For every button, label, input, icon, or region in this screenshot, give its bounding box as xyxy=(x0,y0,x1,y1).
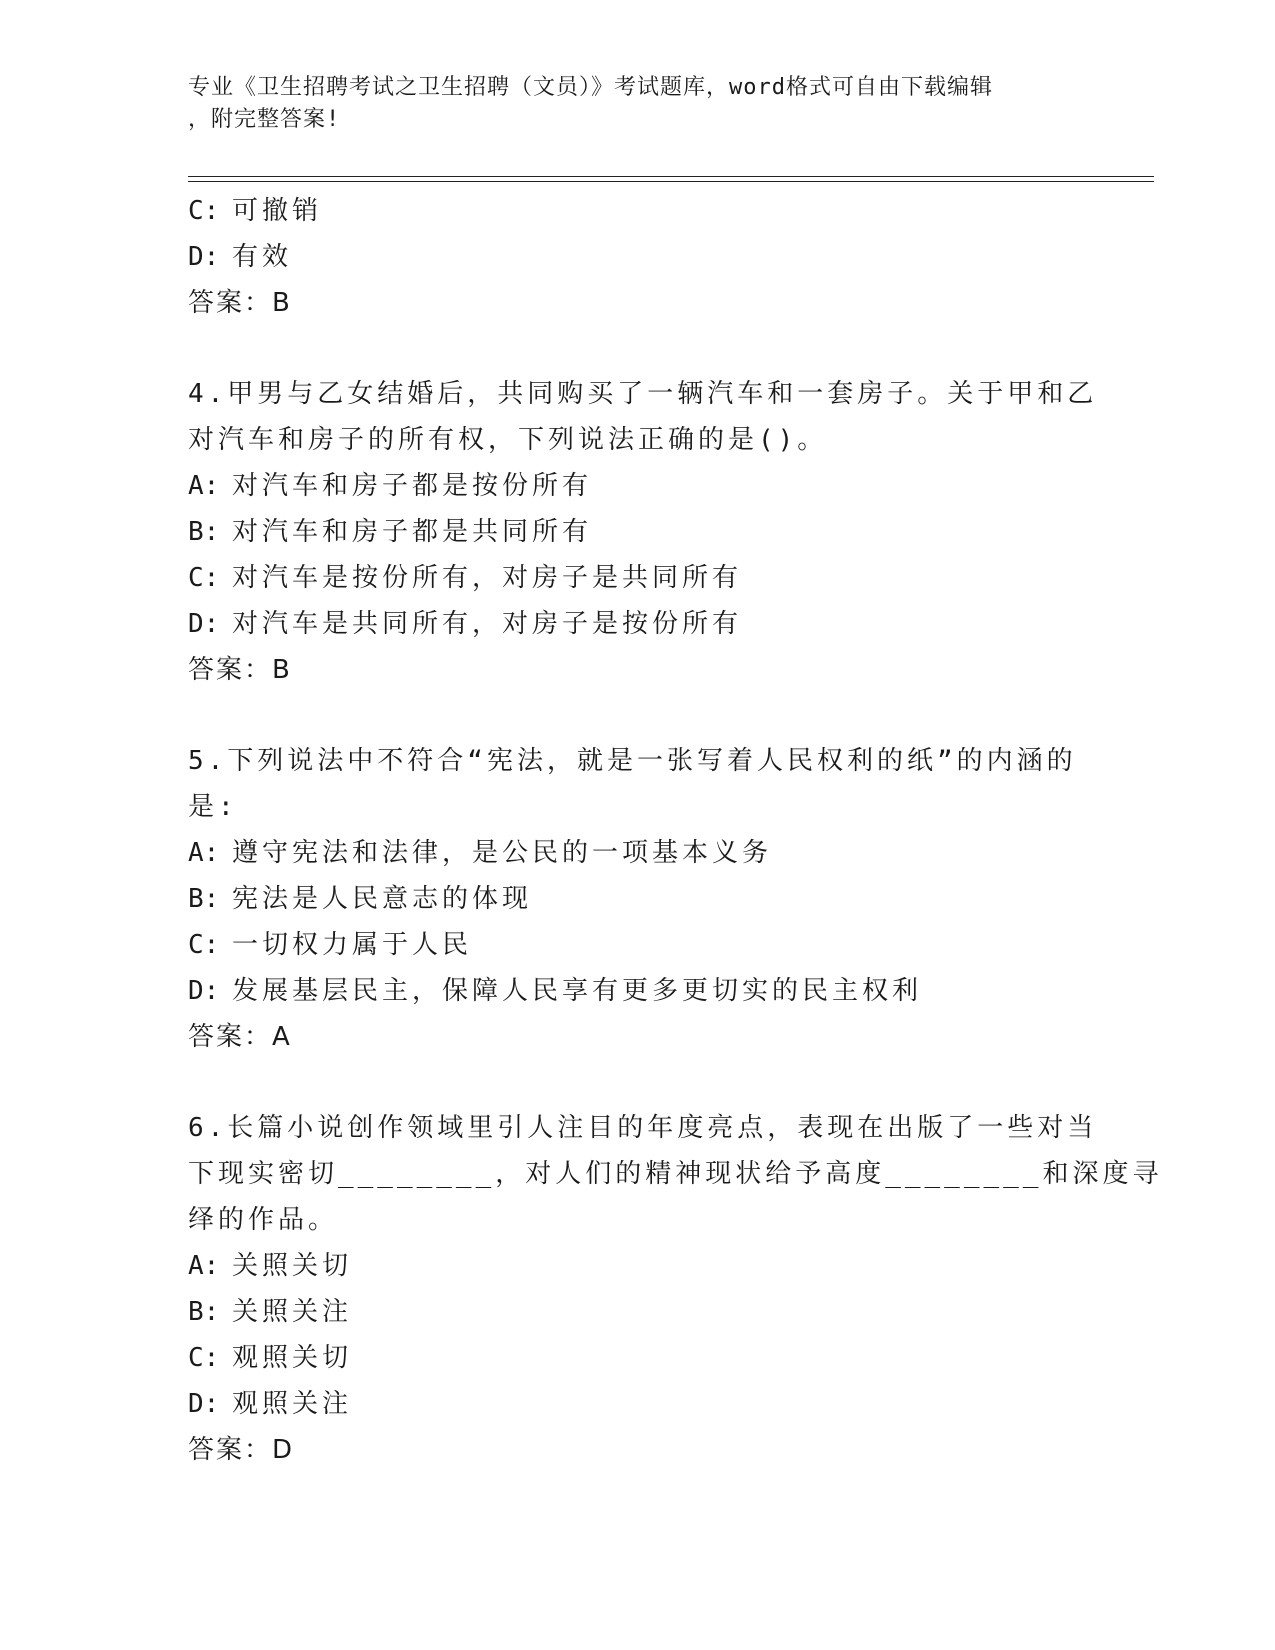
option-d: D: 有效 xyxy=(188,242,293,272)
option-d: D: 发展基层民主，保障人民享有更多更切实的民主权利 xyxy=(188,976,923,1006)
option-b: B: 宪法是人民意志的体现 xyxy=(188,884,533,914)
option-c: C: 观照关切 xyxy=(188,1343,353,1373)
question-3 xyxy=(188,188,1088,326)
option-d: D: 对汽车是共同所有，对房子是按份所有 xyxy=(188,609,743,639)
answer-line: 答案：B xyxy=(188,655,292,685)
option-a: A: 关照关切 xyxy=(188,1251,353,1281)
question-6 xyxy=(188,1105,1163,1473)
header-title-line-1: 专业《卫生招聘考试之卫生招聘（文员）》考试题库，word格式可自由下载编辑 xyxy=(188,75,993,100)
question-stem-line: 4.甲男与乙女结婚后，共同购买了一辆汽车和一套房子。关于甲和乙 xyxy=(188,379,1098,409)
question-stem-line: 是: xyxy=(188,792,238,822)
header-title-line-2: ，附完整答案! xyxy=(188,107,341,132)
option-b: B: 关照关注 xyxy=(188,1297,353,1327)
question-stem-line: 下现实密切________，对人们的精神现状给予高度________和深度寻 xyxy=(188,1159,1163,1189)
question-4 xyxy=(188,371,1098,693)
question-stem-line: 对汽车和房子的所有权，下列说法正确的是()。 xyxy=(188,425,828,455)
option-c: C: 一切权力属于人民 xyxy=(188,930,473,960)
option-a: A: 对汽车和房子都是按份所有 xyxy=(188,471,593,501)
option-c: C: 对汽车是按份所有，对房子是共同所有 xyxy=(188,563,743,593)
question-stem-line: 6.长篇小说创作领域里引人注目的年度亮点，表现在出版了一些对当 xyxy=(188,1113,1098,1143)
answer-line: 答案：A xyxy=(188,1022,292,1052)
header-divider-bottom xyxy=(188,181,1154,182)
question-5 xyxy=(188,738,1088,1060)
page-header xyxy=(188,72,1088,136)
answer-line: 答案：B xyxy=(188,288,292,318)
option-d: D: 观照关注 xyxy=(188,1389,353,1419)
question-stem-line: 绎的作品。 xyxy=(188,1205,339,1235)
header-divider-top xyxy=(188,176,1154,177)
option-b: B: 对汽车和房子都是共同所有 xyxy=(188,517,593,547)
option-a: A: 遵守宪法和法律，是公民的一项基本义务 xyxy=(188,838,773,868)
question-list xyxy=(188,188,1163,1473)
answer-line: 答案：D xyxy=(188,1435,295,1465)
option-c: C: 可撤销 xyxy=(188,196,323,226)
question-stem-line: 5.下列说法中不符合“宪法，就是一张写着人民权利的纸”的内涵的 xyxy=(188,746,1077,776)
